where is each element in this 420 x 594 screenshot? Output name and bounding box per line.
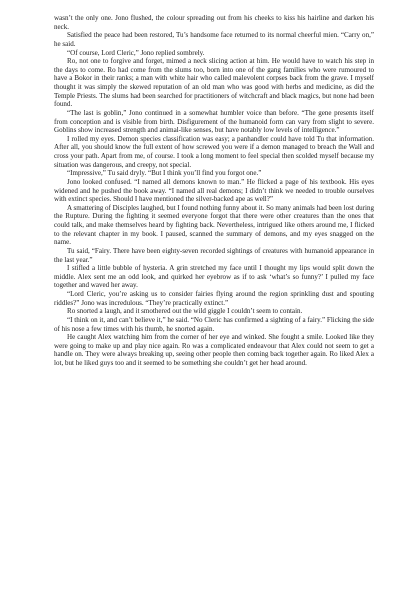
paragraph: “The last is goblin,” Jono continued in a somewhat humbler voice than before. “The gene presents itself from conception and is visible from birth. Disfigurement of the humanoid form can vary from slight to severe. Goblins show increased strength and animal-like senses, but have notably low levels of intelligence.” [54,108,374,135]
paragraph: Tu said, “Fairy. There have been eighty-seven recorded sightings of creatures with humanoid appearance in the last year.” [54,246,374,264]
paragraph: A smattering of Disciples laughed, but I found nothing funny about it. So many animals had been lost during the Rupture. During the fighting it seemed everyone forgot that there were other creatures than the ones that could talk, and make themselves heard by fighting back. Nevertheless, intrigued like others around me, I flicked to the relevant chapter in my book. I paused, scanned the summary of demons, and my eyes snagged on the name. [54,203,374,247]
paragraph: Ro snorted a laugh, and it smothered out the wild giggle I couldn’t seem to contain. [67,307,303,316]
paragraph: He caught Alex watching him from the corner of her eye and winked. She fought a smile. Looked like they were going to make up and play nice again. Ro was a complicated endeavour that Alex could not seem to get a handle on. They were always breaking up, seeing other people then coming back together again. Ro liked Alex a lot, but he liked guys too and it seemed to be something she couldn’t get her head around. [54,333,374,367]
paragraph: “Of course, Lord Cleric,” Jono replied sombrely. [67,48,205,57]
paragraph: Satisfied the peace had been restored, Tu’s handsome face returned to its normal cheerful mien. “Carry on,” he said. [54,31,374,48]
paragraph: Jono looked confused. “I named all demons known to man.” He flicked a page of his textbook. His eyes widened and he pushed the book away. “I named all real demons; I didn’t think we needed to trouble ourselves with extinct species. Should I have mentioned the silver-backed ape as well?” [54,177,374,204]
paragraph: Ro, not one to forgive and forget, mimed a neck slicing action at him. He would have to watch his step in the days to come. Ro had come from the slums too, born into one of the gang families who were rumoured to have a Bokor in their ranks; a man with white hair who called malevolent corpses back from the grave. I myself thought it was simply the skewed reputation of an old man who was good with herbs and medicine, as did the Temple Priests. The slums had been searched for practitioners of witchcraft and black magics, but none had been found. [54,57,374,109]
paragraph: “Lord Cleric, you’re asking us to consider fairies flying around the region sprinkling dust and spouting riddles?” Jono was incredulous. “They’re practically extinct.” [54,290,374,307]
paragraph: wasn’t the only one. Jono flushed, the colour spreading out from his cheeks to kiss his hairline and darken his neck. [54,14,374,31]
paragraph: I rolled my eyes. Demon species classification was easy; a panhandler could have told Tu that information. After all, you should know the full extent of how screwed you were if a demon managed to breach the Wall and cross your path. Apart from me, of course. I took a long moment to feel special then scolded myself because my situation was dangerous, and creepy, not special. [54,134,374,169]
book-page [54,14,374,368]
paragraph: “I think on it, and can’t believe it,” he said. “No Cleric has confirmed a sighting of a fairy.” Flicking the side of his nose a few times with his thumb, he snorted again. [54,315,374,333]
paragraph: I stifled a little bubble of hysteria. A grin stretched my face until I thought my lips would split down the middle. Alex sent me an odd look, and quirked her eyebrow as if to ask ‘what’s so funny?’ I pulled my face together and waved her away. [54,264,374,290]
paragraph: “Impressive,” Tu said dryly. “But I think you’ll find you forgot one.” [67,169,262,178]
